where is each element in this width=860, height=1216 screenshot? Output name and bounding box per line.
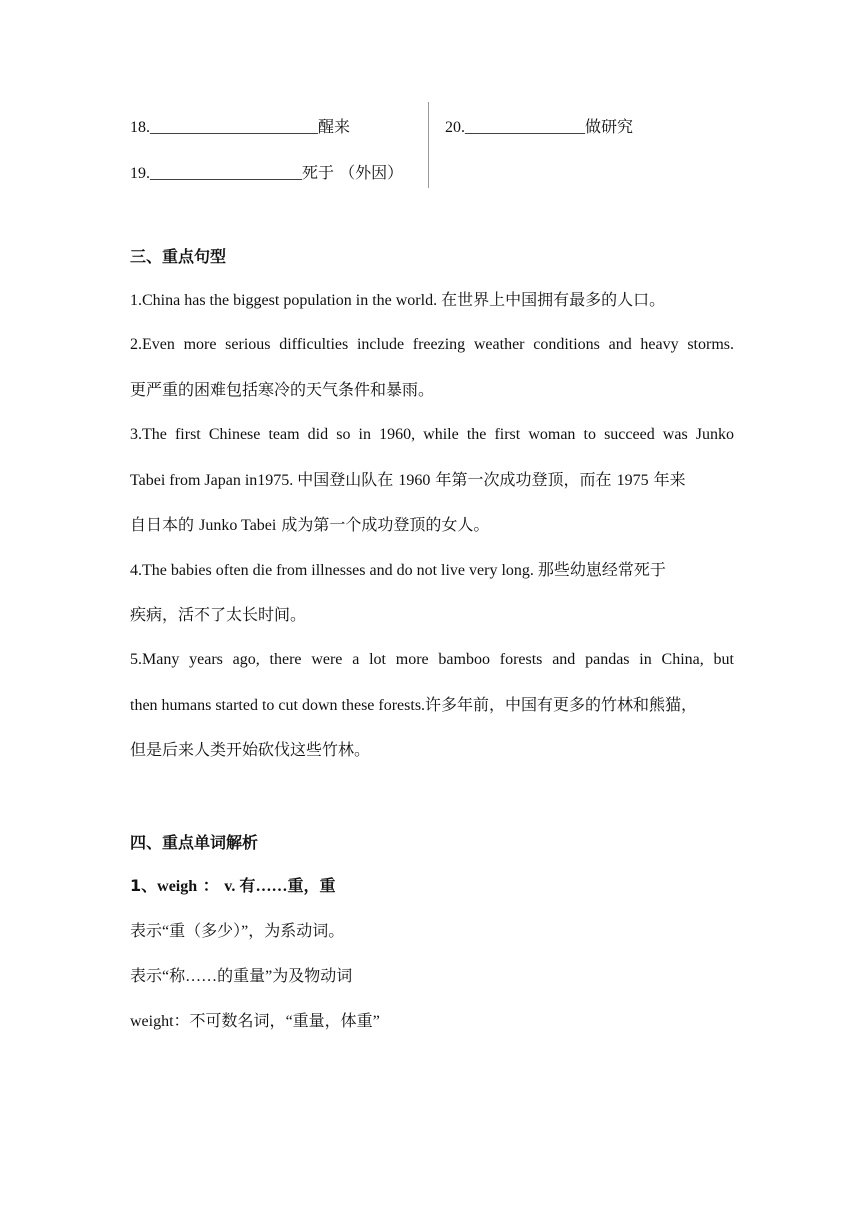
usage-text: 的重量 xyxy=(217,966,266,985)
fill-item-19 xyxy=(130,162,403,185)
close-quote: ” xyxy=(265,968,273,985)
english-name: Junko Tabei xyxy=(199,517,277,534)
meaning: 重，重 xyxy=(287,876,336,895)
fill-item-18 xyxy=(130,116,350,139)
chinese-text: 年来 xyxy=(648,470,686,489)
item-text: 死于 （外因） xyxy=(302,163,404,182)
item-number: 20. xyxy=(445,119,465,136)
chinese-text: 成为第一个成功登顶的女人。 xyxy=(276,515,490,534)
usage-text: 称 xyxy=(169,966,186,985)
section-heading-word-analysis: 四、重点单词解析 xyxy=(130,833,259,852)
usage-line-transitive-verb xyxy=(130,965,734,988)
sentence-2-line-2 xyxy=(130,379,734,401)
sentence-3-line-1 xyxy=(130,424,734,446)
blank-line: _____________________ xyxy=(150,119,318,136)
sentence-5-line-1 xyxy=(130,649,734,671)
usage-text: 表示 xyxy=(130,921,163,940)
usage-text: 为及物动词 xyxy=(272,966,353,985)
english-text: 1.China has the biggest population in the world. xyxy=(130,292,442,309)
open-quote: “ xyxy=(285,1013,293,1030)
open-quote: “ xyxy=(162,968,170,985)
english-text: 3.The first Chinese team did so in 1960, while the first woman to succeed was Junko xyxy=(130,426,734,443)
sentence-5-line-2 xyxy=(130,694,734,717)
usage-text: 重（多少） xyxy=(169,921,242,940)
item-text: 做研究 xyxy=(585,117,634,136)
column-divider xyxy=(428,102,429,188)
separator: ： xyxy=(197,876,225,895)
word-weight: weight xyxy=(130,1013,174,1030)
english-text: 4.The babies often die from illnesses and do not live very long. xyxy=(130,562,538,579)
sentence-5-line-3 xyxy=(130,739,734,761)
ellipsis: …… xyxy=(255,878,288,895)
english-text: Tabei from Japan in1975. xyxy=(130,472,298,489)
item-number: 19. xyxy=(130,165,150,182)
item-number: 1、 xyxy=(130,876,158,895)
sentence-1-line xyxy=(130,289,734,312)
sentence-2-line-1 xyxy=(130,334,734,356)
chinese-text: 那些幼崽经常死于 xyxy=(537,560,666,579)
sentence-4-line-2 xyxy=(130,604,734,626)
ellipsis: …… xyxy=(185,968,218,985)
usage-line-linking-verb xyxy=(130,920,734,943)
english-text: then humans started to cut down these forests. xyxy=(130,697,426,714)
chinese-text: 许多年前，中国有更多的竹林和熊猫， xyxy=(425,695,698,714)
usage-text: ，为系动词。 xyxy=(248,921,345,940)
usage-text: ：不可数名词， xyxy=(173,1011,286,1030)
fill-item-20 xyxy=(445,116,633,139)
english-text: 5.Many years ago, there were a lot more bamboo forests and pandas in China, but xyxy=(130,651,734,668)
chinese-text: 自日本的 xyxy=(130,515,200,534)
item-text: 醒来 xyxy=(318,117,351,136)
sentence-3-line-3 xyxy=(130,514,734,537)
item-number: 18. xyxy=(130,119,150,136)
blank-line: ___________________ xyxy=(150,165,302,182)
year-text: 1975 xyxy=(616,472,649,489)
blank-line: _______________ xyxy=(465,119,585,136)
chinese-text: 在世界上中国拥有最多的人口。 xyxy=(441,290,666,309)
section-heading-key-sentences: 三、重点句型 xyxy=(130,247,227,266)
chinese-text: 更严重的困难包括寒冷的天气条件和暴雨。 xyxy=(130,380,435,399)
english-text: 2.Even more serious difficulties include freezing weather conditions and heavy storms. xyxy=(130,336,734,353)
close-quote: ” xyxy=(372,1013,380,1030)
meaning: 有 xyxy=(239,876,256,895)
year-text: 1960 xyxy=(398,472,431,489)
usage-text: 表示 xyxy=(130,966,163,985)
sentence-4-line-1 xyxy=(130,559,734,582)
chinese-text: 中国登山队在 xyxy=(297,470,399,489)
sentence-3-line-2 xyxy=(130,469,734,492)
word-item-weigh xyxy=(130,875,734,898)
part-of-speech: v. xyxy=(224,878,240,895)
close-quote: ” xyxy=(241,923,249,940)
chinese-text: 但是后来人类开始砍伐这些竹林。 xyxy=(130,740,371,759)
open-quote: “ xyxy=(162,923,170,940)
usage-text: 重量，体重 xyxy=(292,1011,373,1030)
chinese-text: 年第一次成功登顶，而在 xyxy=(430,470,617,489)
usage-line-weight-noun xyxy=(130,1010,734,1033)
headword: weigh xyxy=(157,878,198,895)
chinese-text: 疾病，活不了太长时间。 xyxy=(130,605,307,624)
